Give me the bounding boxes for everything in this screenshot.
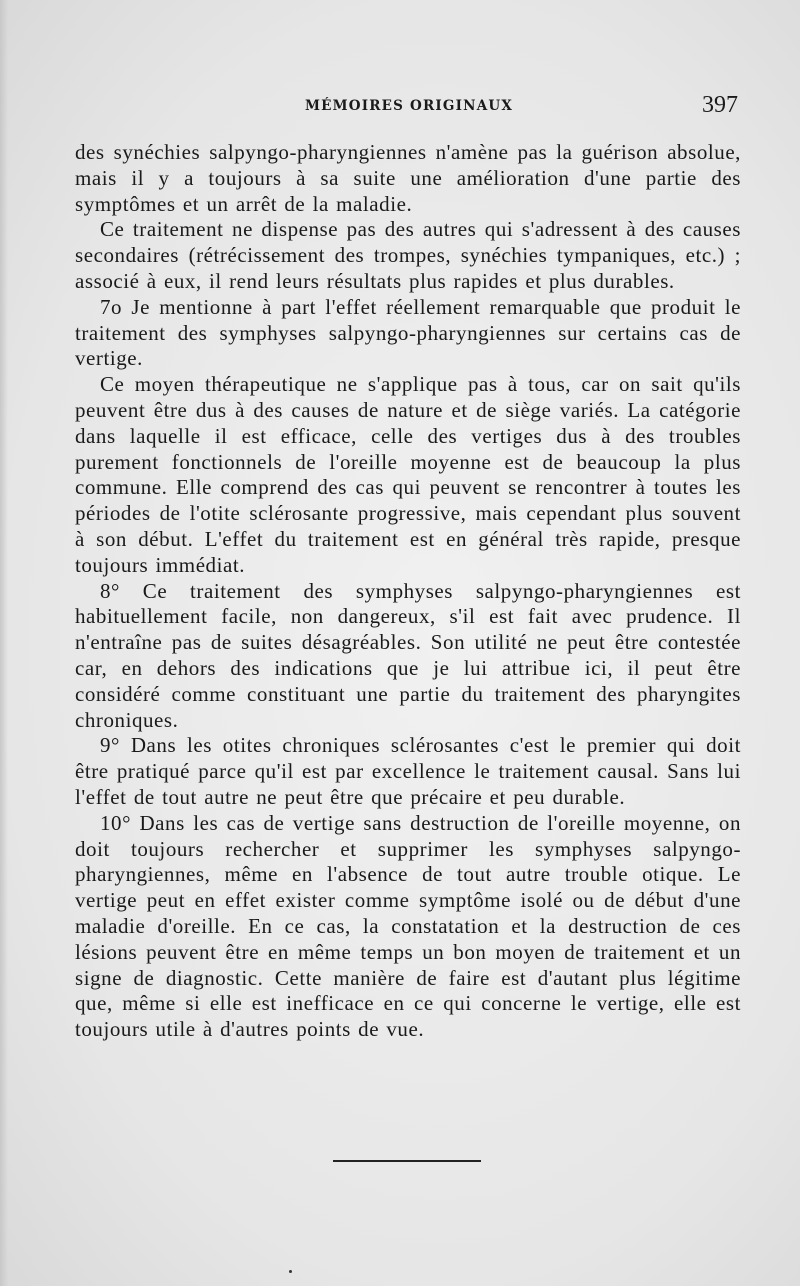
paragraph-treatment-complement: Ce traitement ne dispense pas des autres qui s'adressent à des causes secondaires (rétrécissement des trompes, synéchies tympaniques, etc.) ; associé à eux, il rend leurs résultats plus rapides et plus durables. bbox=[75, 217, 741, 293]
page-number: 397 bbox=[702, 92, 738, 118]
running-head: MÉMOIRES ORIGINAUX bbox=[305, 98, 514, 114]
body-text bbox=[75, 140, 741, 1043]
printer-mark bbox=[289, 1270, 292, 1273]
paragraph-point-8: 8° Ce traitement des symphyses salpyngo-pharyngiennes est habituellement facile, non dangereux, s'il est fait avec prudence. Il n'entraîne pas de suites désagréables. Son utilité ne peut être contestée car, en dehors des indications que je lui attribue ici, il peut être considéré comme constituant une partie du traitement des pharyngites chroniques. bbox=[75, 578, 741, 732]
paragraph-continuation: des synéchies salpyngo-pharyngiennes n'amène pas la guérison absolue, mais il y a toujours à sa suite une amélioration d'une partie des symptômes et un arrêt de la maladie. bbox=[75, 140, 741, 216]
page-header bbox=[75, 92, 740, 122]
paragraph-point-7: 7o Je mentionne à part l'effet réellement remarquable que produit le traitement des symphyses salpyngo-pharyngiennes sur certains cas de vertige. bbox=[75, 294, 741, 371]
paragraph-vertigo-categories: Ce moyen thérapeutique ne s'applique pas à tous, car on sait qu'ils peuvent être dus à des causes de nature et de siège variés. La catégorie dans laquelle il est efficace, celle des vertiges dus à des troubles purement fonctionnels de l'oreille moyenne est de beaucoup la plus commune. Elle comprend des cas qui peuvent se rencontrer à toutes les périodes de l'otite sclérosante progressive, mais cependant plus souvent à son début. L'effet du traitement est en général très rapide, presque toujours immédiat. bbox=[75, 372, 741, 577]
page-edge-shadow bbox=[0, 0, 8, 1286]
paragraph-point-10: 10° Dans les cas de vertige sans destruction de l'oreille moyenne, on doit toujours rechercher et supprimer les symphyses salpyngo-pharyngiennes, même en l'absence de tout autre trouble otique. Le vertige peut en effet exister comme symptôme isolé ou de début d'une maladie d'oreille. En ce cas, la constatation et la destruction de ces lésions peuvent être en même temps un bon moyen de traitement et un signe de diagnostic. Cette manière de faire est d'autant plus légitime que, même si elle est inefficace en ce qui concerne le vertige, elle est toujours utile à d'autres points de vue. bbox=[75, 810, 741, 1042]
section-end-rule bbox=[333, 1160, 481, 1162]
paragraph-point-9: 9° Dans les otites chroniques sclérosantes c'est le premier qui doit être pratiqué parce qu'il est par excellence le traitement causal. Sans lui l'effet de tout autre ne peut être que précaire et peu durable. bbox=[75, 733, 741, 809]
